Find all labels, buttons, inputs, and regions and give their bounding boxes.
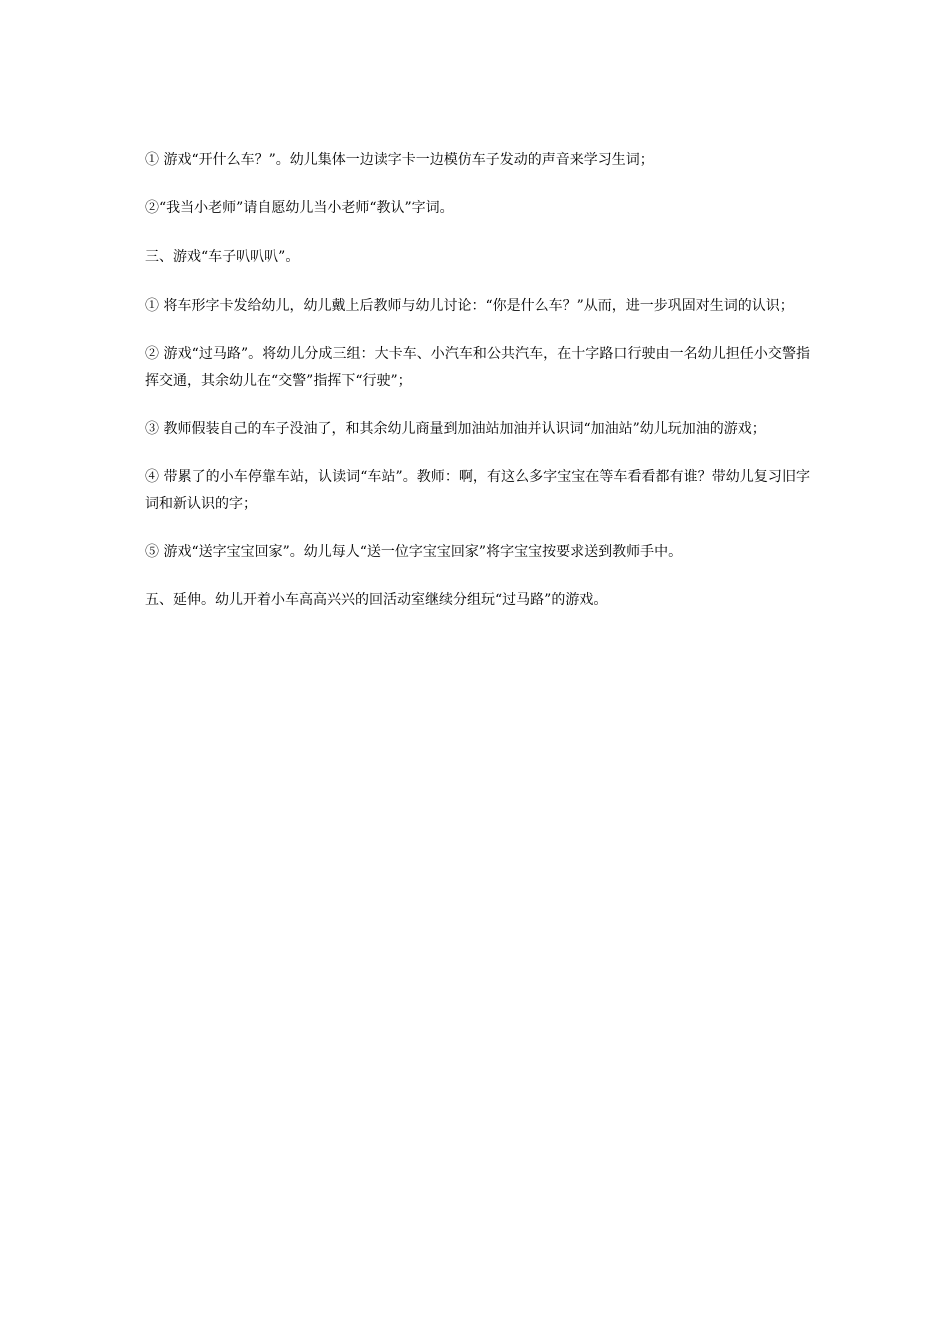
section-heading-game-car-beep: 三、游戏“车子叭叭叭”。 xyxy=(145,249,300,265)
paragraph-cross-road-game: ② 游戏“过马路”。将幼儿分成三组：大卡车、小汽车和公共汽车，在十字路口行驶由一名幼儿担任小交警指挥交通，其余幼儿在“交警”指挥下“行驶”； xyxy=(145,346,810,389)
paragraph-game-what-car: ① 游戏“开什么车？”。幼儿集体一边读字卡一边模仿车子发动的声音来学习生词； xyxy=(145,152,654,168)
document-body xyxy=(145,147,810,614)
paragraph-little-teacher: ②“我当小老师”请自愿幼儿当小老师“教认”字词。 xyxy=(145,200,454,216)
paragraph-gas-station: ③ 教师假装自己的车子没油了，和其余幼儿商量到加油站加油并认识词“加油站”幼儿玩加油的游戏； xyxy=(145,421,766,437)
paragraph-send-words-home: ⑤ 游戏“送字宝宝回家”。幼儿每人“送一位字宝宝回家”将字宝宝按要求送到教师手中。 xyxy=(145,544,683,560)
paragraph-car-word-cards: ① 将车形字卡发给幼儿，幼儿戴上后教师与幼儿讨论：“你是什么车？”从而，进一步巩固对生词的认识； xyxy=(145,298,794,314)
paragraph-bus-stop: ④ 带累了的小车停靠车站，认读词“车站”。教师：啊，有这么多字宝宝在等车看看都有谁？带幼儿复习旧字词和新认识的字； xyxy=(145,469,810,512)
section-heading-extension: 五、延伸。幼儿开着小车高高兴兴的回活动室继续分组玩“过马路”的游戏。 xyxy=(145,592,608,608)
